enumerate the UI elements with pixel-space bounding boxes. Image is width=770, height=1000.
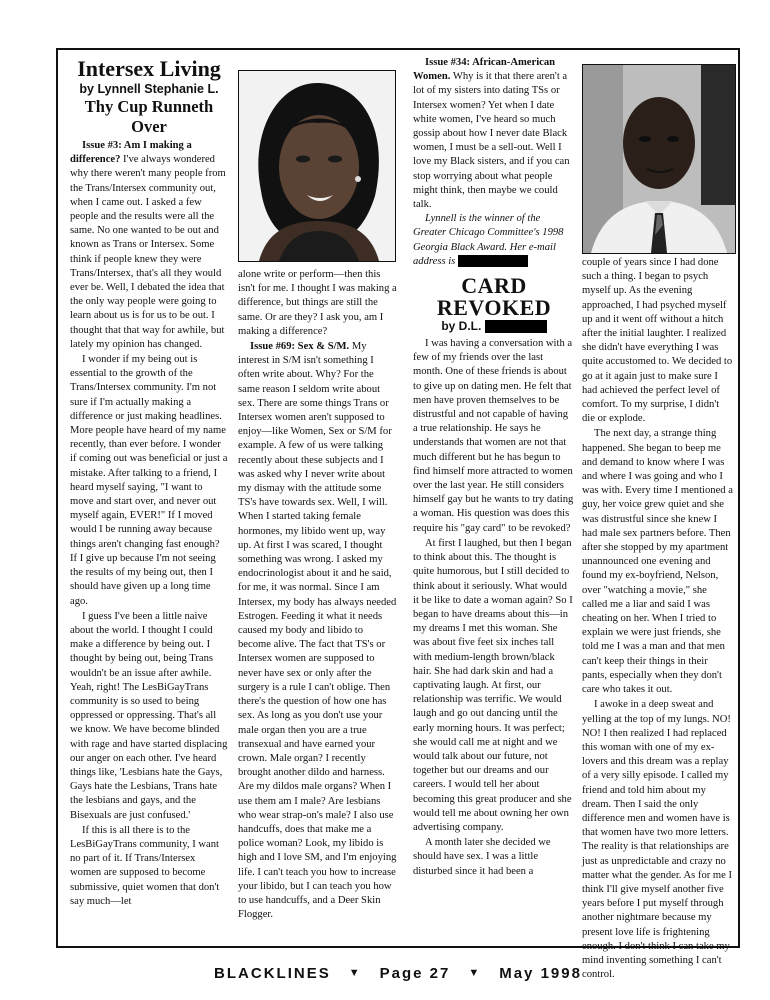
paragraph-text: I've always wondered why there weren't many people from the Trans/Intersex community out, when I came out. I asked a few people and the results were all the same. No one wanted to be out and known as Trans or Intersex. Some think if people knew they were Trans/Intersex, that's all they would ever be. Well, I debated the idea that the only way people were going to learn about us is for us to be out. I thought that that way for awhile, but lately my opinion has changed.	[70, 154, 226, 350]
issue-heading: Issue #69: Sex & S/M.	[250, 341, 350, 353]
paragraph-text: If this is all there is to the LesBiGayTrans community, I want no part of it. If Trans/Intersex women are supposed to become submissive, quiet women that don't say much—let	[70, 824, 220, 907]
article2-title-line1: CARD	[461, 273, 527, 299]
issue-date: May 1998	[499, 964, 582, 982]
paragraph	[413, 337, 575, 536]
paragraph-list	[70, 139, 228, 909]
paragraph	[70, 139, 228, 352]
paragraph-text: couple of years since I had done such a thing. I began to psych myself up. As the evening approached, I had psyched myself up and it went off without a hitch after the initial laughter. I realized she didn't have everything I was quite accustomed to. We decided to go at it again just to make sure I had achieved the perfect level of comfort. To my surprise, I didn't die or explode.	[582, 257, 733, 425]
article2-column-4	[582, 256, 734, 982]
article2-byline: by D.L.	[413, 319, 575, 334]
triangle-separator-icon: ▼	[468, 967, 482, 979]
article-byline: by Lynnell Stephanie L.	[79, 82, 219, 96]
article-subtitle: Thy Cup Runneth Over	[84, 97, 214, 136]
paragraph-text: My interest in S/M isn't something I often write about. Why? For the same reason I seldom write about sex. There are some things Trans or Intersex women aren't supposed to enjoy—like Women, Sex or S/M for example. A few of us were talking recently about these subjects and I was asked why I never write about my dismay with the attitude some TS's have towards sex. Well, I will. When I started taking female hormones, my libido went up, way up. At first I was scared, I thought something was wrong. I asked my endocrinologist about it and he said, for me, it was normal. Since I am Intersex, my body has always needed Estrogen. Feeding it what it needs caused my body and libido to become alive. The fact that TS's or Intersex women are supposed to never have sex or only after the surgery is a rule I can't oblige. Then there's the question of how one has sex. As long as you don't use your male organ then you are a true transexual and have earned your crown. Male organ? I recently brought another dildo and harness. Are my dildos male organs? When I use them am I male? Are lesbians who wear strap-on's male? I also use handcuffs, does that make me a police woman? Look, my libido is high and I love SM, and I'm enjoying life. I can't teach you how to increase your libido, but I can teach you how to use handcuffs, and a Deer Skin Flogger.	[238, 341, 397, 921]
paragraph	[413, 537, 575, 835]
portrait-woman-illustration	[239, 71, 395, 261]
portrait-man-illustration	[583, 65, 735, 253]
page-footer	[56, 960, 740, 986]
paragraph-text: A month later she decided we should have sex. I was a little disturbed since it had been a	[413, 837, 551, 877]
author-photo-woman	[238, 70, 396, 262]
author-photo-man	[582, 64, 736, 254]
article1-column-1	[70, 56, 228, 909]
paragraph	[238, 340, 398, 922]
paragraph-text: I awoke in a deep sweat and yelling at the top of my lungs. NO! NO! I then realized I had replaced this woman with one of my ex-lovers and this dream was a replay of a very silly episode. I called my friend and told him about my dream. Then I said the only difference men and women have is that women have two more letters. The reality is that relationships are just as unpredictable and crazy no matter what the gender. As for me I think I'll give myself another five years before I put myself through another nightmare because my present love life is frightening enough. I don't think I can take my mind inventing something I can't control.	[582, 699, 733, 981]
paragraph	[70, 353, 228, 609]
paragraph-list	[238, 268, 398, 922]
paragraph-text: The next day, a strange thing happened. She began to beep me and demand to know where I was and where I was going and who I was with. Every time I mentioned a guy, her voice grew quiet and she was distrustful since she knew I had male sex partners before. Then after she stopped by my apartment unannounced one evening and found my ex-boyfriend, Nelson, over "watching a movie," she called me a liar and said I was cheating on her. When I tried to explain we were just friends, she told me I was a man and that men can't keep their things in their pants, especially when they don't care who takes it out.	[582, 428, 733, 696]
paragraph	[582, 256, 734, 426]
paragraph-text: I guess I've been a little naive about the world. I thought I could make a difference by being out. I thought by being out, being Trans wouldn't be an issue after awhile. Yeah, right! The LesBiGayTrans community is so used to being oppressed or oppressing. That's all we know. We have become blinded with rage and have started displacing our anger on each other. I've heard things like, 'Lesbians hate the Gays, Gays hate the Lesbians, Trans hate the lesbians and gays, and the Bisexuals are just confused.'	[70, 610, 228, 821]
paragraph	[70, 610, 228, 823]
paragraph	[582, 698, 734, 982]
paragraph	[413, 836, 575, 879]
paragraph-list	[413, 56, 575, 212]
paragraph-list	[413, 337, 575, 879]
paragraph	[582, 427, 734, 697]
author-bio: Lynnell is the winner of the Greater Chicago Committee's 1998 Georgia Black Award. Her e-mail address is	[413, 213, 564, 267]
paragraph-text: Why is it that there aren't a lot of my sisters into dating TSs or Intersex women? Yet when I date white women, I've heard so much gossip about how I never date Black women, I must be a sell-out. Well I love my Black sisters, and if you can stop worrying about what people might think, then maybe we could talk.	[413, 71, 570, 211]
paragraph-text: At first I laughed, but then I began to think about this. The thought is quite humorous, but I still decided to think about it seriously. What would it be like to date a woman again? So I began to have dreams about this—in my dreams I met this woman. She was about five feet six inches tall with medium-length brown/black hair. She had dark skin and had a captivating laugh. At first, our relationship was terrific. We would laugh and go out dancing until the early morning hours. It was perfect; she would call me at night and we would talk about our future, not together but our dreams and our careers. I would tell her about becoming this great producer and she would tell me about owning her own advertising company.	[413, 537, 573, 833]
issue-heading: Issue #3: Am I making a difference?	[70, 140, 192, 166]
paragraph	[70, 824, 228, 909]
paragraph	[238, 268, 398, 339]
paragraph-text: I wonder if my being out is essential to the growth of the Trans/Intersex community. I'm not sure if I'm actually making a difference or just making headlines. More people have heard of my name recently, than ever before. I wonder if coming out was beneficial or just a mistake. After talking to a friend, I heard myself saying, "I want to move and start over, and never out myself again, EVER!" If I moved would I be running away because things aren't changing fast enough? If I give up because I'm not seeing the results of my being out, then I should have given up a long time ago.	[70, 354, 228, 607]
article2-title-line2: REVOKED	[436, 295, 552, 321]
article1-column-2	[238, 268, 398, 922]
issue-heading: Issue #34: African-American Women.	[413, 57, 556, 83]
article-column-3	[413, 56, 575, 879]
paragraph	[413, 56, 575, 212]
redacted-author-name	[485, 320, 547, 333]
paragraph-text: I was having a conversation with a few of my friends over the last month. One of these friends is about to give up on dating men. He felt that men have proven themselves to be distrustful and not capable of having a true relationship. He says he understands that women are not that much different but he has begun to find himself more attracted to women over the last year. He still considers himself gay but he wants to try dating a woman. His question was does this require his "gay card" to be revoked?	[413, 338, 574, 534]
redacted-email	[458, 255, 528, 267]
article-title: Intersex Living	[77, 56, 221, 81]
triangle-separator-icon: ▼	[348, 967, 362, 979]
page-number: Page 27	[379, 964, 451, 982]
paragraph-text: alone write or perform—then this isn't for me. I thought I was making a difference, but things are still the same. Or are they? I ask you, am I making a difference?	[238, 269, 397, 337]
publication-name: BLACKLINES	[214, 964, 331, 982]
paragraph-list	[582, 256, 734, 982]
